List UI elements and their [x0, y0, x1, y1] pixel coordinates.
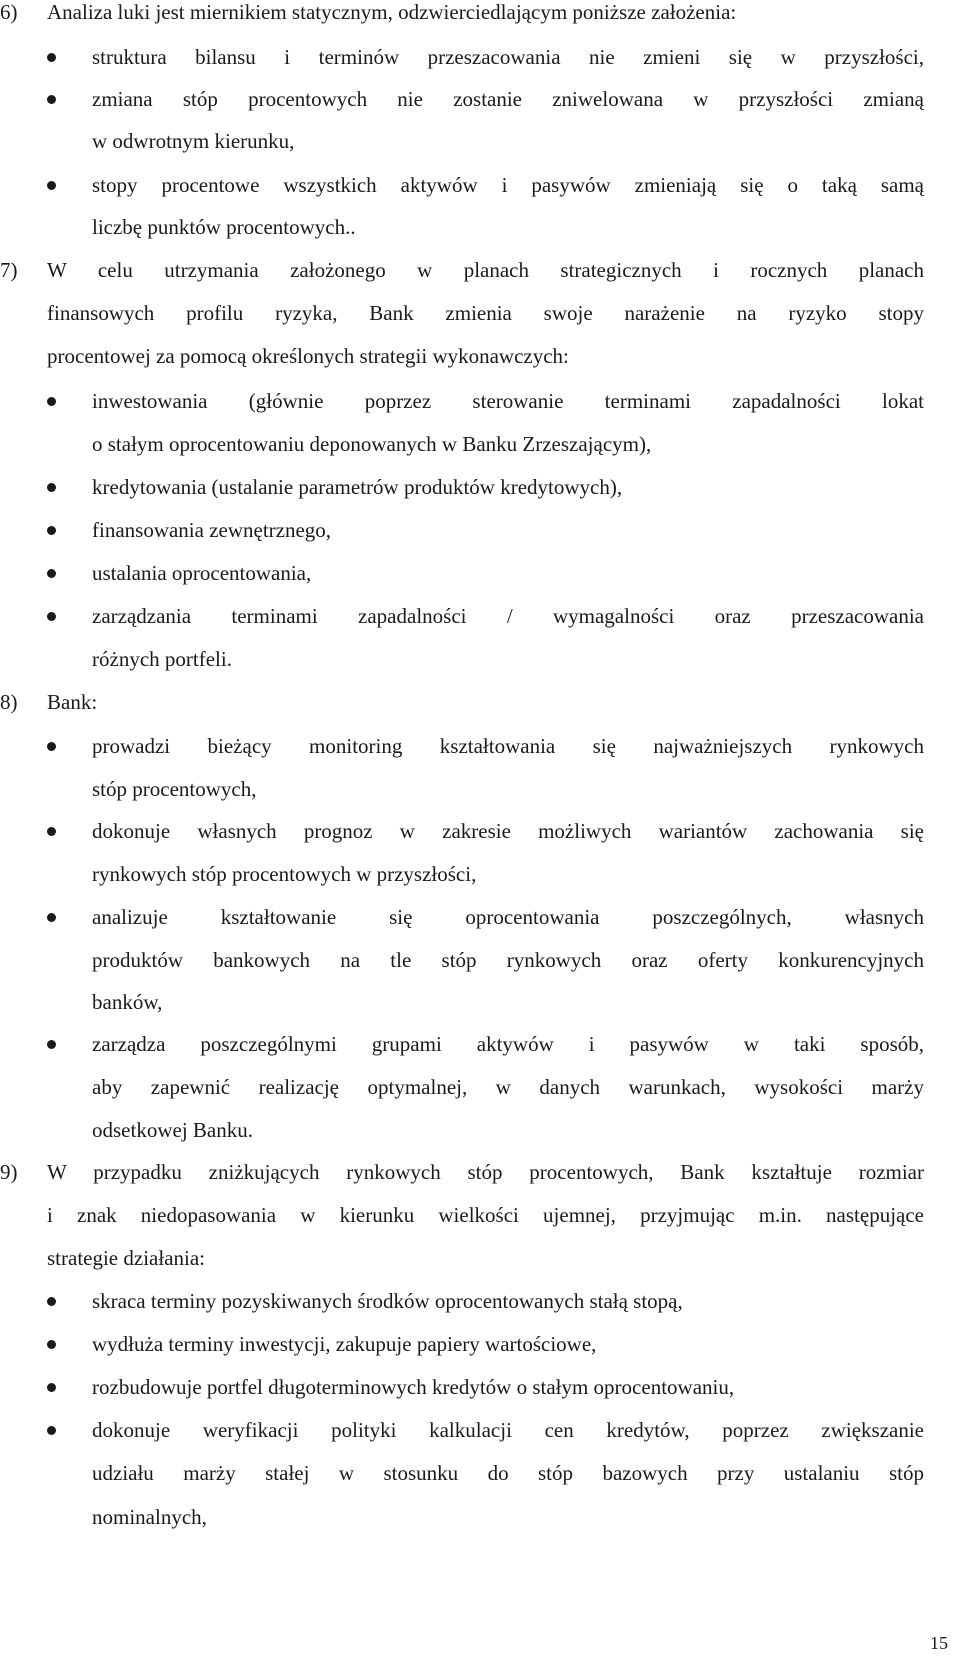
- paragraph-line: finansowych profilu ryzyka, Bank zmienia swoje narażenie na ryzyko stopy: [47, 301, 924, 325]
- bullet-icon: [47, 1426, 56, 1435]
- list-item: prowadzi bieżący monitoring kształtowania się najważniejszych rynkowych: [92, 734, 924, 758]
- list-item-continuation: banków,: [92, 990, 163, 1014]
- list-item: zarządzania terminami zapadalności / wymagalności oraz przeszacowania: [92, 604, 924, 628]
- bullet-icon: [47, 1040, 56, 1049]
- list-item: dokonuje weryfikacji polityki kalkulacji cen kredytów, poprzez zwiększanie: [92, 1418, 924, 1442]
- paragraph-line: W celu utrzymania założonego w planach strategicznych i rocznych planach: [47, 258, 924, 282]
- list-item-continuation: odsetkowej Banku.: [92, 1118, 253, 1142]
- list-item: rozbudowuje portfel długoterminowych kredytów o stałym oprocentowaniu,: [92, 1375, 735, 1399]
- paragraph-line: i znak niedopasowania w kierunku wielkości ujemnej, przyjmując m.in. następujące: [47, 1203, 924, 1227]
- bullet-icon: [47, 181, 56, 190]
- list-item-continuation: nominalnych,: [92, 1505, 207, 1529]
- bullet-icon: [47, 526, 56, 535]
- list-item-continuation: rynkowych stóp procentowych w przyszłości,: [92, 862, 477, 886]
- list-item-continuation: produktów bankowych na tle stóp rynkowych oraz oferty konkurencyjnych: [92, 948, 924, 972]
- list-item: inwestowania (głównie poprzez sterowanie terminami zapadalności lokat: [92, 389, 924, 413]
- list-item: zmiana stóp procentowych nie zostanie zniwelowana w przyszłości zmianą: [92, 87, 924, 111]
- list-item: skraca terminy pozyskiwanych środków oprocentowanych stałą stopą,: [92, 1289, 683, 1313]
- list-item-continuation: w odwrotnym kierunku,: [92, 129, 295, 153]
- list-item: finansowania zewnętrznego,: [92, 518, 332, 542]
- bullet-icon: [47, 1383, 56, 1392]
- bullet-icon: [47, 53, 56, 62]
- paragraph-line: W przypadku zniżkujących rynkowych stóp procentowych, Bank kształtuje rozmiar: [47, 1160, 924, 1184]
- list-item: ustalania oprocentowania,: [92, 561, 312, 585]
- item-number: 9): [0, 1160, 18, 1184]
- bullet-icon: [47, 913, 56, 922]
- list-item: kredytowania (ustalanie parametrów produktów kredytowych),: [92, 475, 623, 499]
- item-number: 7): [0, 258, 18, 282]
- bullet-icon: [47, 397, 56, 406]
- bullet-icon: [47, 569, 56, 578]
- list-item: analizuje kształtowanie się oprocentowania poszczególnych, własnych: [92, 905, 924, 929]
- list-item-continuation: udziału marży stałej w stosunku do stóp bazowych przy ustalaniu stóp: [92, 1461, 924, 1485]
- paragraph-line: Analiza luki jest miernikiem statycznym, odzwierciedlającym poniższe założenia:: [47, 0, 737, 24]
- list-item-continuation: aby zapewnić realizację optymalnej, w danych warunkach, wysokości marży: [92, 1075, 924, 1099]
- paragraph-line: procentowej za pomocą określonych strategii wykonawczych:: [47, 344, 569, 368]
- bullet-icon: [47, 1340, 56, 1349]
- list-item-continuation: stóp procentowych,: [92, 777, 257, 801]
- bullet-icon: [47, 1297, 56, 1306]
- bullet-icon: [47, 742, 56, 751]
- bullet-icon: [47, 95, 56, 104]
- paragraph-line: strategie działania:: [47, 1246, 206, 1270]
- bullet-icon: [47, 827, 56, 836]
- list-item: struktura bilansu i terminów przeszacowania nie zmieni się w przyszłości,: [92, 45, 924, 69]
- list-item-continuation: liczbę punktów procentowych..: [92, 215, 356, 239]
- bullet-icon: [47, 612, 56, 621]
- item-number: 8): [0, 690, 18, 714]
- list-item: stopy procentowe wszystkich aktywów i pasywów zmieniają się o taką samą: [92, 173, 924, 197]
- list-item: dokonuje własnych prognoz w zakresie możliwych wariantów zachowania się: [92, 819, 924, 843]
- list-item: wydłuża terminy inwestycji, zakupuje papiery wartościowe,: [92, 1332, 597, 1356]
- item-number: 6): [0, 0, 18, 24]
- paragraph-line: Bank:: [47, 690, 98, 714]
- list-item-continuation: różnych portfeli.: [92, 647, 232, 671]
- list-item-continuation: o stałym oprocentowaniu deponowanych w Banku Zrzeszającym),: [92, 432, 652, 456]
- list-item: zarządza poszczególnymi grupami aktywów i pasywów w taki sposób,: [92, 1032, 924, 1056]
- bullet-icon: [47, 483, 56, 492]
- page-number: 15: [930, 1633, 948, 1653]
